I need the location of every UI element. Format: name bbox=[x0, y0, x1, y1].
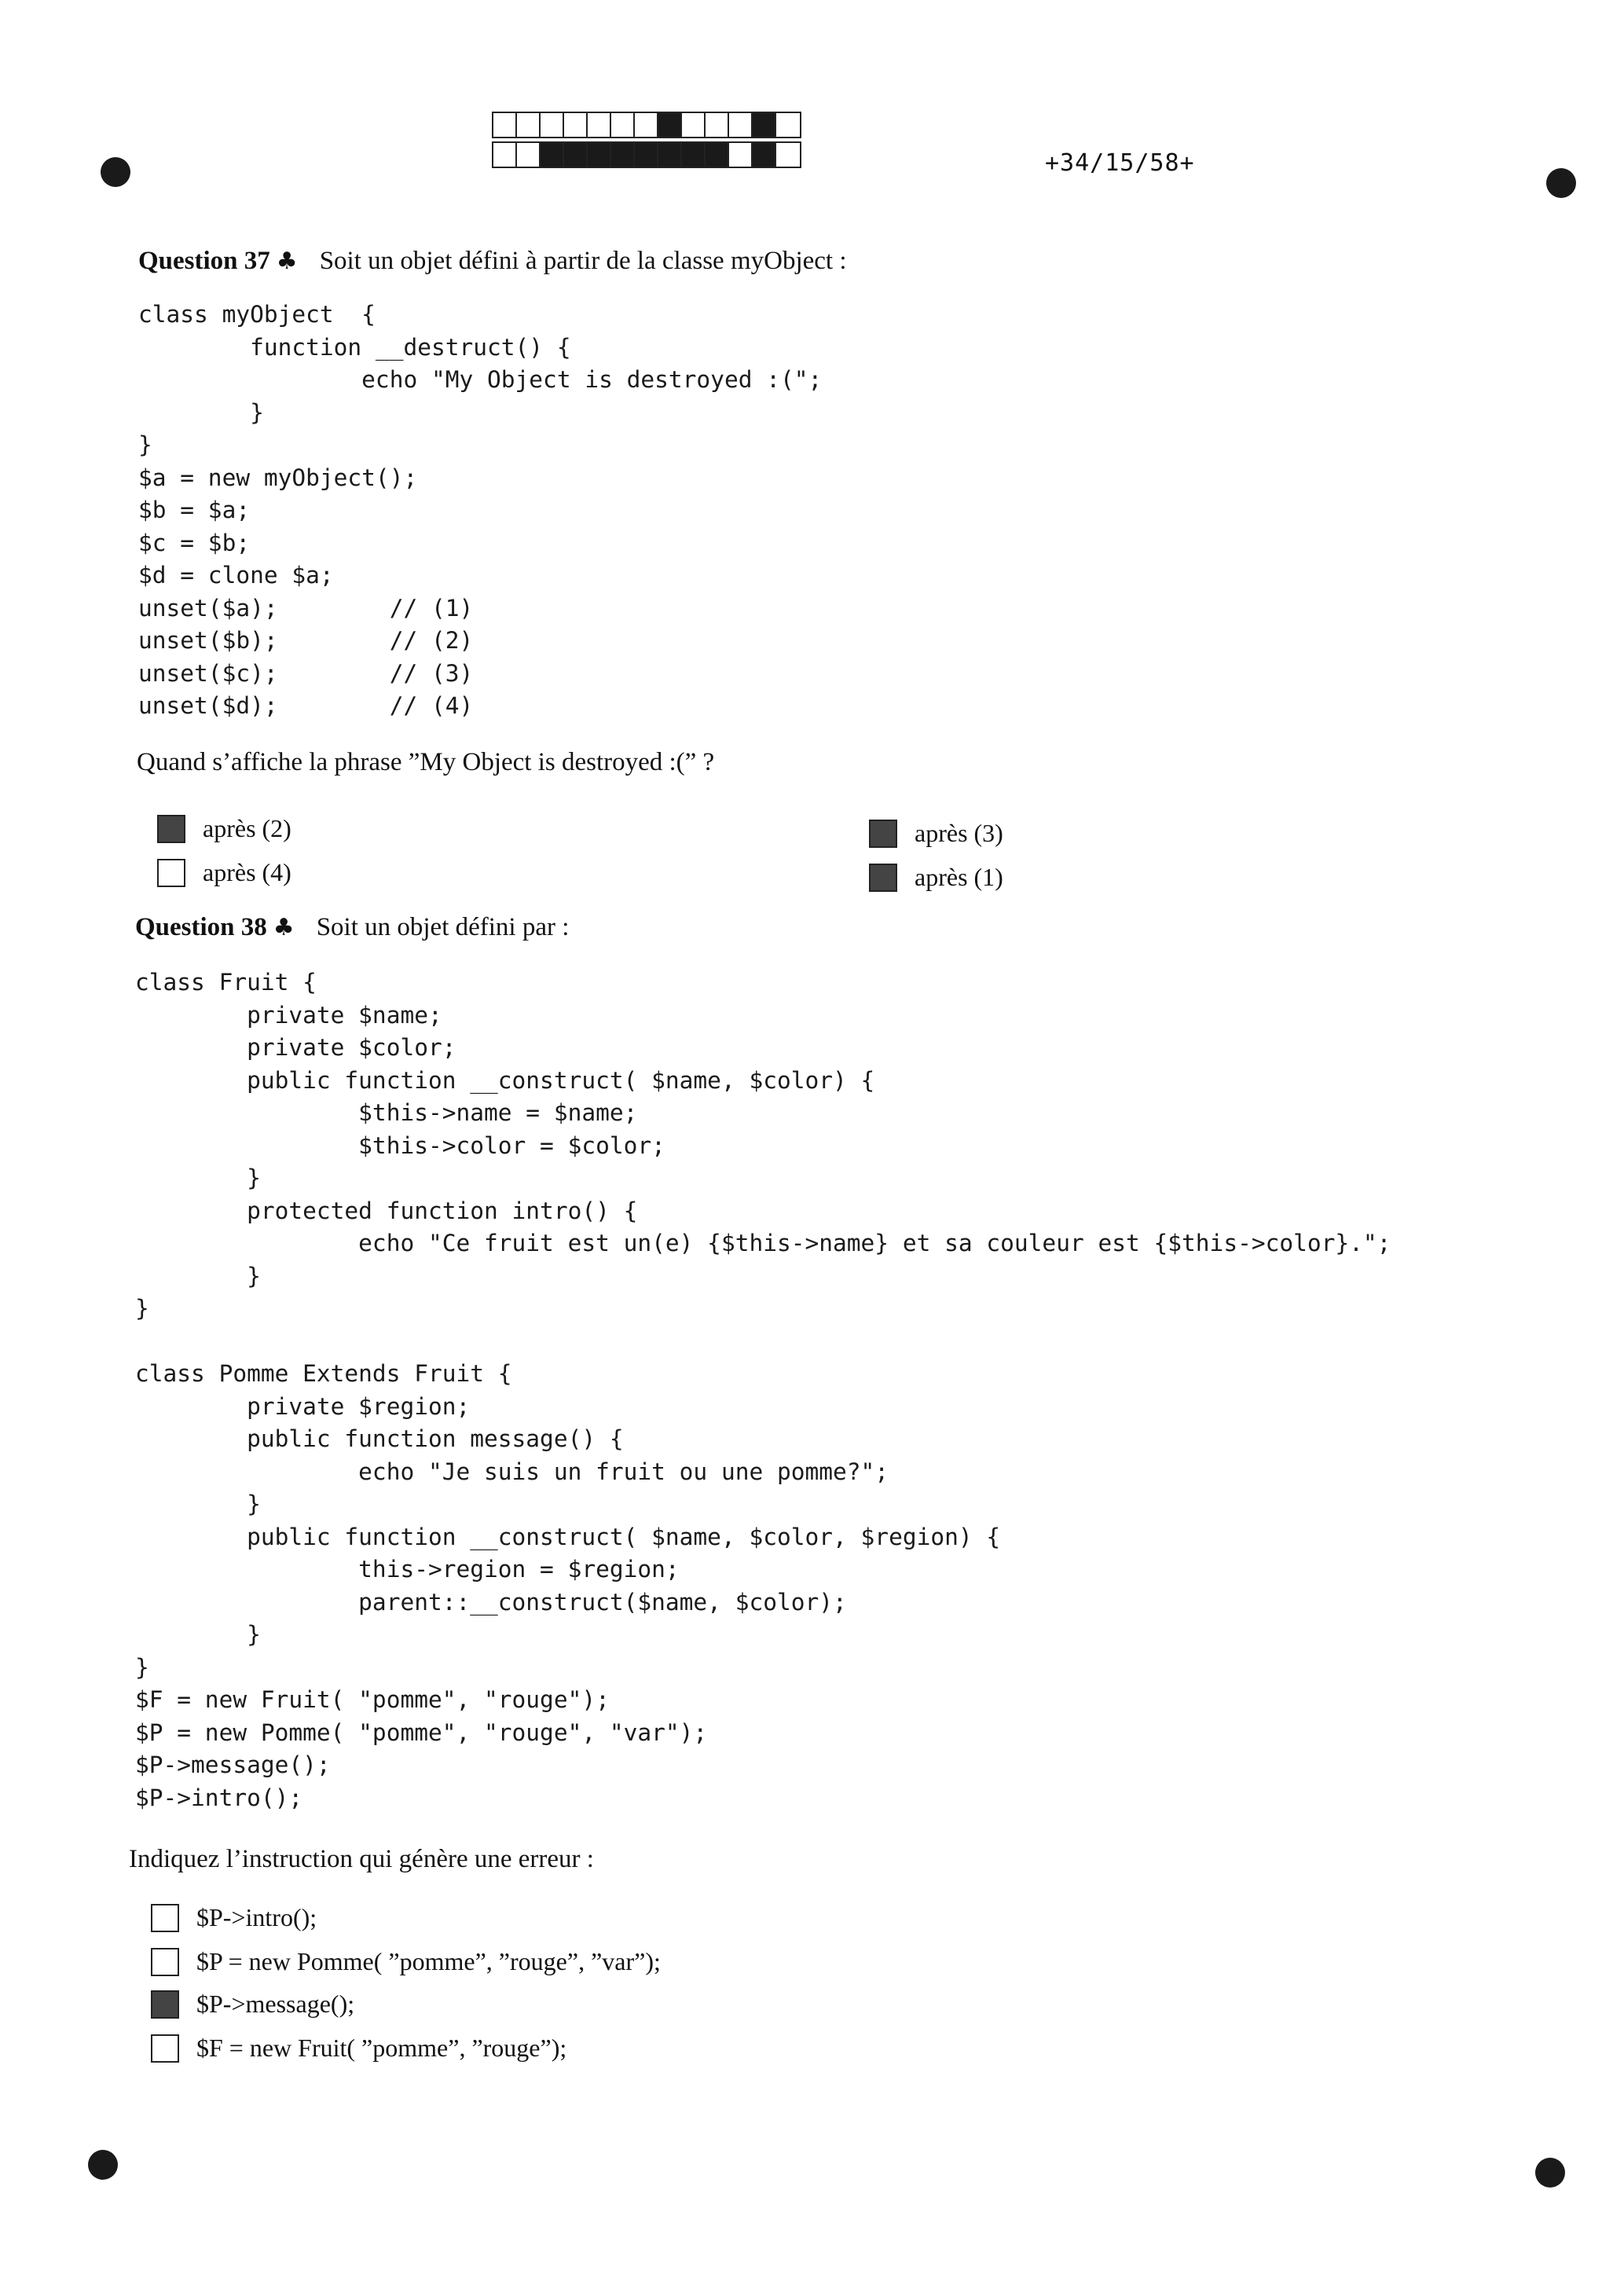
checkbox[interactable] bbox=[157, 815, 185, 843]
q38-option-4[interactable] bbox=[151, 2034, 566, 2063]
checkbox[interactable] bbox=[151, 1904, 179, 1932]
registration-mark-top-right bbox=[1546, 168, 1576, 198]
question-38-title bbox=[135, 913, 569, 942]
question-number: Question 37 bbox=[138, 247, 270, 275]
question-37-prompt: Quand s’affiche la phrase ”My Object is destroyed :(” ? bbox=[137, 748, 715, 776]
page-code: +34/15/58+ bbox=[1045, 149, 1195, 177]
q37-option-apres-1[interactable] bbox=[869, 863, 1003, 892]
option-label: après (2) bbox=[203, 814, 291, 842]
q38-option-1[interactable] bbox=[151, 1903, 317, 1932]
q38-option-3[interactable] bbox=[151, 1990, 354, 2019]
page-id-boxes-row-2 bbox=[492, 141, 801, 168]
question-text: Soit un objet défini à partir de la classe myObject : bbox=[319, 247, 847, 275]
registration-mark-bottom-left bbox=[88, 2150, 118, 2180]
club-icon: ♣ bbox=[276, 248, 298, 275]
checkbox[interactable] bbox=[151, 2034, 179, 2063]
checkbox[interactable] bbox=[157, 859, 185, 887]
checkbox[interactable] bbox=[151, 1990, 179, 2019]
question-38-code: class Fruit { private $name; private $color; public function __construct( $name, $color) { $this->name = $name; $this->color = $color; } protected function intro() { echo "Ce fruit est un(e) {$this->name} et sa couleur est {$this->color}."; } } class Pomme Extends Fruit { private $region; public function message() { echo "Je suis un fruit ou une pomme?"; } public function __construct( $name, $color, $region) { this->region = $region; parent::__construct($name, $color); } } $F = new Fruit( "pomme", "rouge"); $P = new Pomme( "pomme", "rouge", "var"); $P->message(); $P->intro(); bbox=[135, 969, 1391, 1811]
question-37-title bbox=[138, 247, 847, 276]
registration-mark-top-left bbox=[101, 157, 130, 187]
q37-option-apres-4[interactable] bbox=[157, 858, 291, 887]
q37-option-apres-2[interactable] bbox=[157, 814, 291, 843]
q37-option-apres-3[interactable] bbox=[869, 819, 1003, 848]
question-38-prompt: Indiquez l’instruction qui génère une erreur : bbox=[129, 1845, 594, 1873]
option-label: après (1) bbox=[915, 863, 1003, 891]
option-label: après (3) bbox=[915, 819, 1003, 847]
option-label: $P = new Pomme( ”pomme”, ”rouge”, ”var”); bbox=[196, 1947, 661, 1975]
question-number: Question 38 bbox=[135, 913, 267, 941]
option-label: après (4) bbox=[203, 858, 291, 886]
checkbox[interactable] bbox=[869, 820, 897, 848]
option-label: $P->intro(); bbox=[196, 1903, 317, 1931]
page-id-boxes-row-1 bbox=[492, 112, 801, 138]
question-text: Soit un objet défini par : bbox=[316, 913, 570, 941]
q38-option-2[interactable] bbox=[151, 1947, 661, 1976]
checkbox[interactable] bbox=[869, 864, 897, 892]
option-label: $F = new Fruit( ”pomme”, ”rouge”); bbox=[196, 2034, 567, 2062]
registration-mark-bottom-right bbox=[1535, 2158, 1565, 2188]
option-label: $P->message(); bbox=[196, 1990, 355, 2018]
question-37-code: class myObject { function __destruct() { echo "My Object is destroyed :("; } } $a = new myObject(); $b = $a; $c = $b; $d = clone $a; unset($a); // (1) unset($b); // (2) unset($c); // (3) unset($d); // (4) bbox=[138, 301, 823, 719]
club-icon: ♣ bbox=[273, 914, 295, 941]
checkbox[interactable] bbox=[151, 1948, 179, 1976]
